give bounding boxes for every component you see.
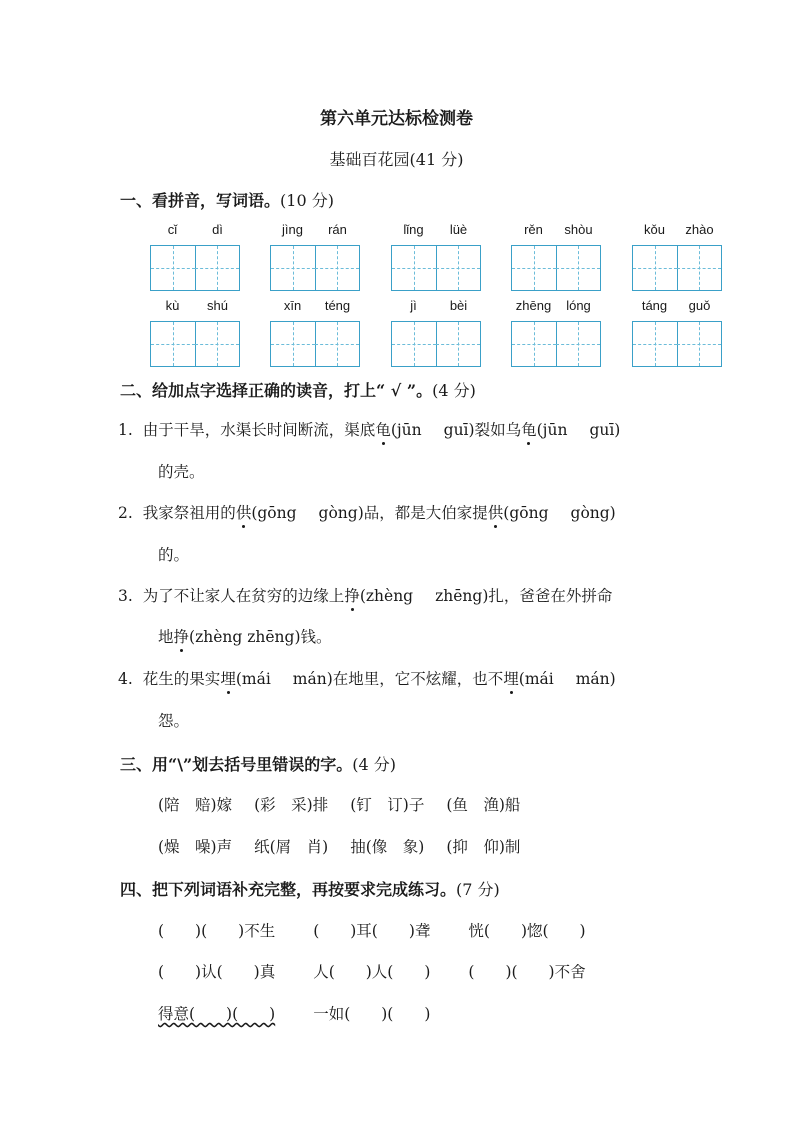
word-box: jìng rán [270, 222, 360, 290]
answer-cell[interactable] [195, 321, 240, 367]
section3-row-1 [158, 793, 520, 815]
dotted-char: 挣 [174, 625, 190, 647]
answer-cell[interactable] [195, 245, 240, 291]
word-box: xīn téng [270, 298, 360, 366]
dotted-char: 供 [236, 501, 252, 523]
option[interactable]: (gōng [251, 504, 297, 522]
question-1: 1. 由于干旱，水渠长时间断流，渠底龟(jūn guī)裂如乌龟(jūn guī) [118, 418, 620, 440]
answer-cell[interactable] [632, 245, 678, 291]
section1-heading: 一、看拼音，写词语。(10 分) [120, 191, 334, 210]
answer-cell[interactable] [436, 321, 481, 367]
fill-blank-item-wavy[interactable]: 得意( )( ) [158, 1005, 276, 1023]
option[interactable]: mán) [292, 670, 333, 688]
question-1-cont: 的壳。 [158, 463, 205, 481]
option[interactable]: (gōng [503, 504, 549, 522]
fill-blank-item[interactable]: 恍( )惚( ) [468, 922, 586, 940]
option[interactable]: gòng) [570, 504, 616, 522]
word-box: kù shú [150, 298, 240, 366]
pinyin-grid-row-2 [150, 298, 730, 366]
option[interactable]: mán) [575, 670, 616, 688]
choice-item[interactable]: (抑 仰)制 [446, 838, 521, 856]
choice-item[interactable]: 抽(像 象) [350, 838, 425, 856]
page-subtitle: 基础百花园(41 分) [329, 150, 464, 169]
answer-cell[interactable] [315, 321, 360, 367]
section4-row-1 [158, 919, 586, 941]
question-4: 4. 花生的果实埋(mái mán)在地里，它不炫耀，也不埋(mái mán) [118, 667, 616, 689]
fill-blank-item[interactable]: 人( )人( ) [313, 963, 431, 981]
dotted-char: 龟 [521, 418, 537, 440]
option[interactable]: guī) [443, 421, 475, 439]
choice-item[interactable]: (彩 采)排 [254, 796, 329, 814]
pinyin-grid-row-1 [150, 222, 730, 290]
option[interactable]: (mái [235, 670, 271, 688]
option[interactable]: zhēng) [435, 587, 489, 605]
word-box: táng guǒ [632, 298, 722, 366]
answer-cell[interactable] [270, 245, 316, 291]
choice-item[interactable]: (鱼 渔)船 [446, 796, 521, 814]
word-box: lǐng lüè [391, 222, 481, 290]
dotted-char: 龟 [375, 418, 391, 440]
choice-item[interactable]: 纸(屑 肖) [254, 838, 329, 856]
option[interactable]: (jūn [536, 421, 568, 439]
section4-heading: 四、把下列词语补充完整，再按要求完成练习。(7 分) [120, 880, 500, 899]
choice-item[interactable]: (钉 订)子 [350, 796, 425, 814]
question-2-cont: 的。 [158, 546, 190, 564]
answer-cell[interactable] [436, 245, 481, 291]
page-title: 第六单元达标检测卷 [320, 109, 473, 129]
answer-cell[interactable] [150, 321, 196, 367]
question-3: 3. 为了不让家人在贫穷的边缘上挣(zhèng zhēng)扎，爸爸在外拼命 [118, 584, 612, 606]
answer-cell[interactable] [632, 321, 678, 367]
dotted-char: 埋 [503, 667, 519, 689]
dotted-char: 挣 [344, 584, 360, 606]
answer-cell[interactable] [150, 245, 196, 291]
section3-row-2 [158, 835, 520, 857]
answer-cell[interactable] [677, 321, 722, 367]
section4-row-2 [158, 960, 586, 982]
answer-cell[interactable] [556, 321, 601, 367]
choice-item[interactable]: (燥 噪)声 [158, 838, 233, 856]
word-box: jì bèi [391, 298, 481, 366]
answer-cell[interactable] [391, 321, 437, 367]
dotted-char: 供 [488, 501, 504, 523]
answer-cell[interactable] [511, 245, 557, 291]
answer-cell[interactable] [556, 245, 601, 291]
question-4-cont: 怨。 [158, 712, 190, 730]
option[interactable]: gòng) [318, 504, 364, 522]
section2-heading: 二、给加点字选择正确的读音，打上“ √ ”。(4 分) [120, 381, 476, 400]
fill-blank-item[interactable]: 一如( )( ) [313, 1005, 431, 1023]
answer-cell[interactable] [270, 321, 316, 367]
dotted-char: 埋 [220, 667, 236, 689]
option[interactable]: (zhèng zhēng) [189, 628, 301, 646]
answer-cell[interactable] [391, 245, 437, 291]
choice-item[interactable]: (陪 赔)嫁 [158, 796, 233, 814]
option[interactable]: (zhèng [359, 587, 414, 605]
word-box: cǐ dì [150, 222, 240, 290]
option[interactable]: (jūn [390, 421, 422, 439]
answer-cell[interactable] [677, 245, 722, 291]
fill-blank-item[interactable]: ( )耳( )聋 [313, 922, 431, 940]
fill-blank-item[interactable]: ( )( )不舍 [468, 963, 586, 981]
word-box: kǒu zhào [632, 222, 722, 290]
word-box: rěn shòu [511, 222, 601, 290]
section4-row-3 [158, 1002, 430, 1024]
answer-cell[interactable] [315, 245, 360, 291]
question-2: 2. 我家祭祖用的供(gōng gòng)品，都是大伯家提供(gōng gòng) [118, 501, 616, 523]
fill-blank-item[interactable]: ( )认( )真 [158, 963, 276, 981]
answer-cell[interactable] [511, 321, 557, 367]
option[interactable]: (mái [518, 670, 554, 688]
question-3-cont: 地挣(zhèng zhēng)钱。 [158, 625, 332, 647]
fill-blank-item[interactable]: ( )( )不生 [158, 922, 276, 940]
option[interactable]: guī) [589, 421, 621, 439]
word-box: zhēng lóng [511, 298, 601, 366]
section3-heading: 三、用“\”划去括号里错误的字。(4 分) [120, 755, 397, 774]
